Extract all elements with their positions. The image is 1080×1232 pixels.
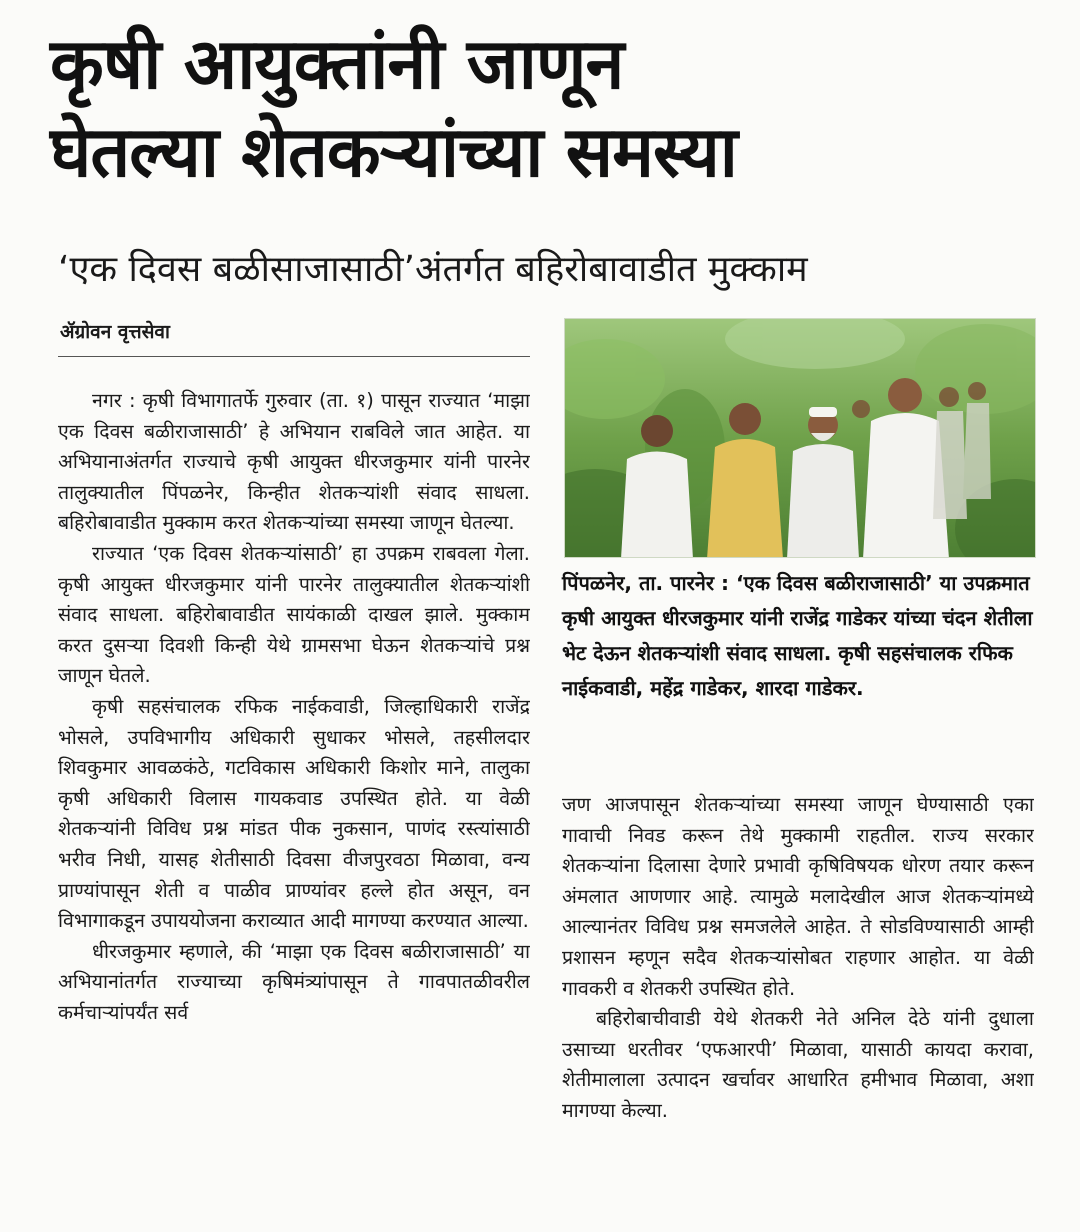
paragraph: धीरजकुमार म्हणाले, की ‘माझा एक दिवस बळीराजासाठी’ या अभियानांतर्गत राज्याच्या कृषिमंत्र्यांपासून ते गावपातळीवरील कर्मचाऱ्यांपर्यंत सर्व (58, 939, 530, 1024)
paragraph: कृषी सहसंचालक रफिक नाईकवाडी, जिल्हाधिकारी राजेंद्र भोसले, उपविभागीय अधिकारी सुधाकर भोसले, तहसीलदार शिवकुमार आवळकंठे, गटविकास अधिकारी किशोर माने, तालुका कृषी अधिकारी विलास गायकवाड उपस्थित होते. या वेळी शेतकऱ्यांनी विविध प्रश्न मांडत पीक नुकसान, पाणंद रस्त्यांसाठी भरीव निधी, यासह शेतीसाठी दिवसा वीजपुरवठा मिळावा, वन्य प्राण्यांपासून शेती व पाळीव प्राण्यांवर हल्ले होत असून, वन विभागाकडून उपाययोजना कराव्यात आदी मागण्या करण्यात आल्या. (58, 694, 530, 933)
left-column (58, 386, 530, 1226)
news-photo (564, 318, 1036, 558)
paragraph: बहिरोबाचीवाडी येथे शेतकरी नेते अनिल देठे यांनी दुधाला उसाच्या धरतीवर ‘एफआरपी’ मिळावा, यासाठी कायदा करावा, शेतीमालाला उत्पादन खर्चावर आधारित हमीभाव मिळावा, अशा मागण्या केल्या. (562, 1007, 1034, 1122)
photo-illustration (565, 319, 1036, 558)
photo-caption: पिंपळनेर, ता. पारनेर : ‘एक दिवस बळीराजासाठी’ या उपक्रमात कृषी आयुक्त धीरजकुमार यांनी राजेंद्र गाडेकर यांच्या चंदन शेतीला भेट देऊन शेतकऱ्यांशी संवाद साधला. कृषी सहसंचालक रफिक नाईकवाडी, महेंद्र गाडेकर, शारदा गाडेकर. (562, 571, 1033, 700)
paragraph: राज्यात ‘एक दिवस शेतकऱ्यांसाठी’ हा उपक्रम राबवला गेला. कृषी आयुक्त धीरजकुमार यांनी पारनेर तालुक्यातील शेतकऱ्यांशी संवाद साधला. बहिरोबावाडीत सायंकाळी दाखल झाले. मुक्काम करत दुसऱ्या दिवशी किन्ही येथे ग्रामसभा घेऊन शेतकऱ्यांचे प्रश्न जाणून घेतले. (58, 541, 530, 688)
paragraph: नगर : कृषी विभागातर्फे गुरुवार (ता. १) पासून राज्यात ‘माझा एक दिवस बळीराजासाठी’ हे अभियान राबविले जात आहेत. या अभियानाअंतर्गत राज्याचे कृषी आयुक्त धीरजकुमार यांनी पारनेर तालुक्यातील पिंपळनेर, किन्हीत शेतकऱ्यांशी संवाद साधला. बहिरोबावाडीत मुक्काम करत शेतकऱ्यांच्या समस्या जाणून घेतल्या. (58, 389, 530, 535)
headline-line-1: कृषी आयुक्तांनी जाणून (50, 23, 624, 105)
paragraph-continued: जण आजपासून शेतकऱ्यांच्या समस्या जाणून घेण्यासाठी एका गावाची निवड करून तेथे मुक्कामी राहतील. राज्य सरकार शेतकऱ्यांना दिलासा देणारे प्रभावी कृषिविषयक धोरण तयार करून अंमलात आणणार आहे. त्यामुळे मलादेखील आज शेतकऱ्यांमध्ये आल्यानंतर विविध प्रश्न समजलेले आहेत. ते सोडविण्यासाठी आम्ही प्रशासन म्हणून सदैव शेतकऱ्यांसोबत राहणार आहोत. या वेळी गावकरी व शेतकरी उपस्थित होते. (562, 793, 1034, 1000)
headline-line-2: घेतल्या शेतकऱ्यांच्या समस्या (50, 111, 737, 193)
headline (50, 20, 1060, 196)
byline-divider (58, 356, 530, 357)
subheadline: ‘एक दिवस बळीसाजासाठी’अंतर्गत बहिरोबावाडीत मुक्काम (58, 249, 808, 290)
right-column (562, 790, 1034, 1220)
byline: ॲग्रोवन वृत्तसेवा (60, 321, 170, 343)
